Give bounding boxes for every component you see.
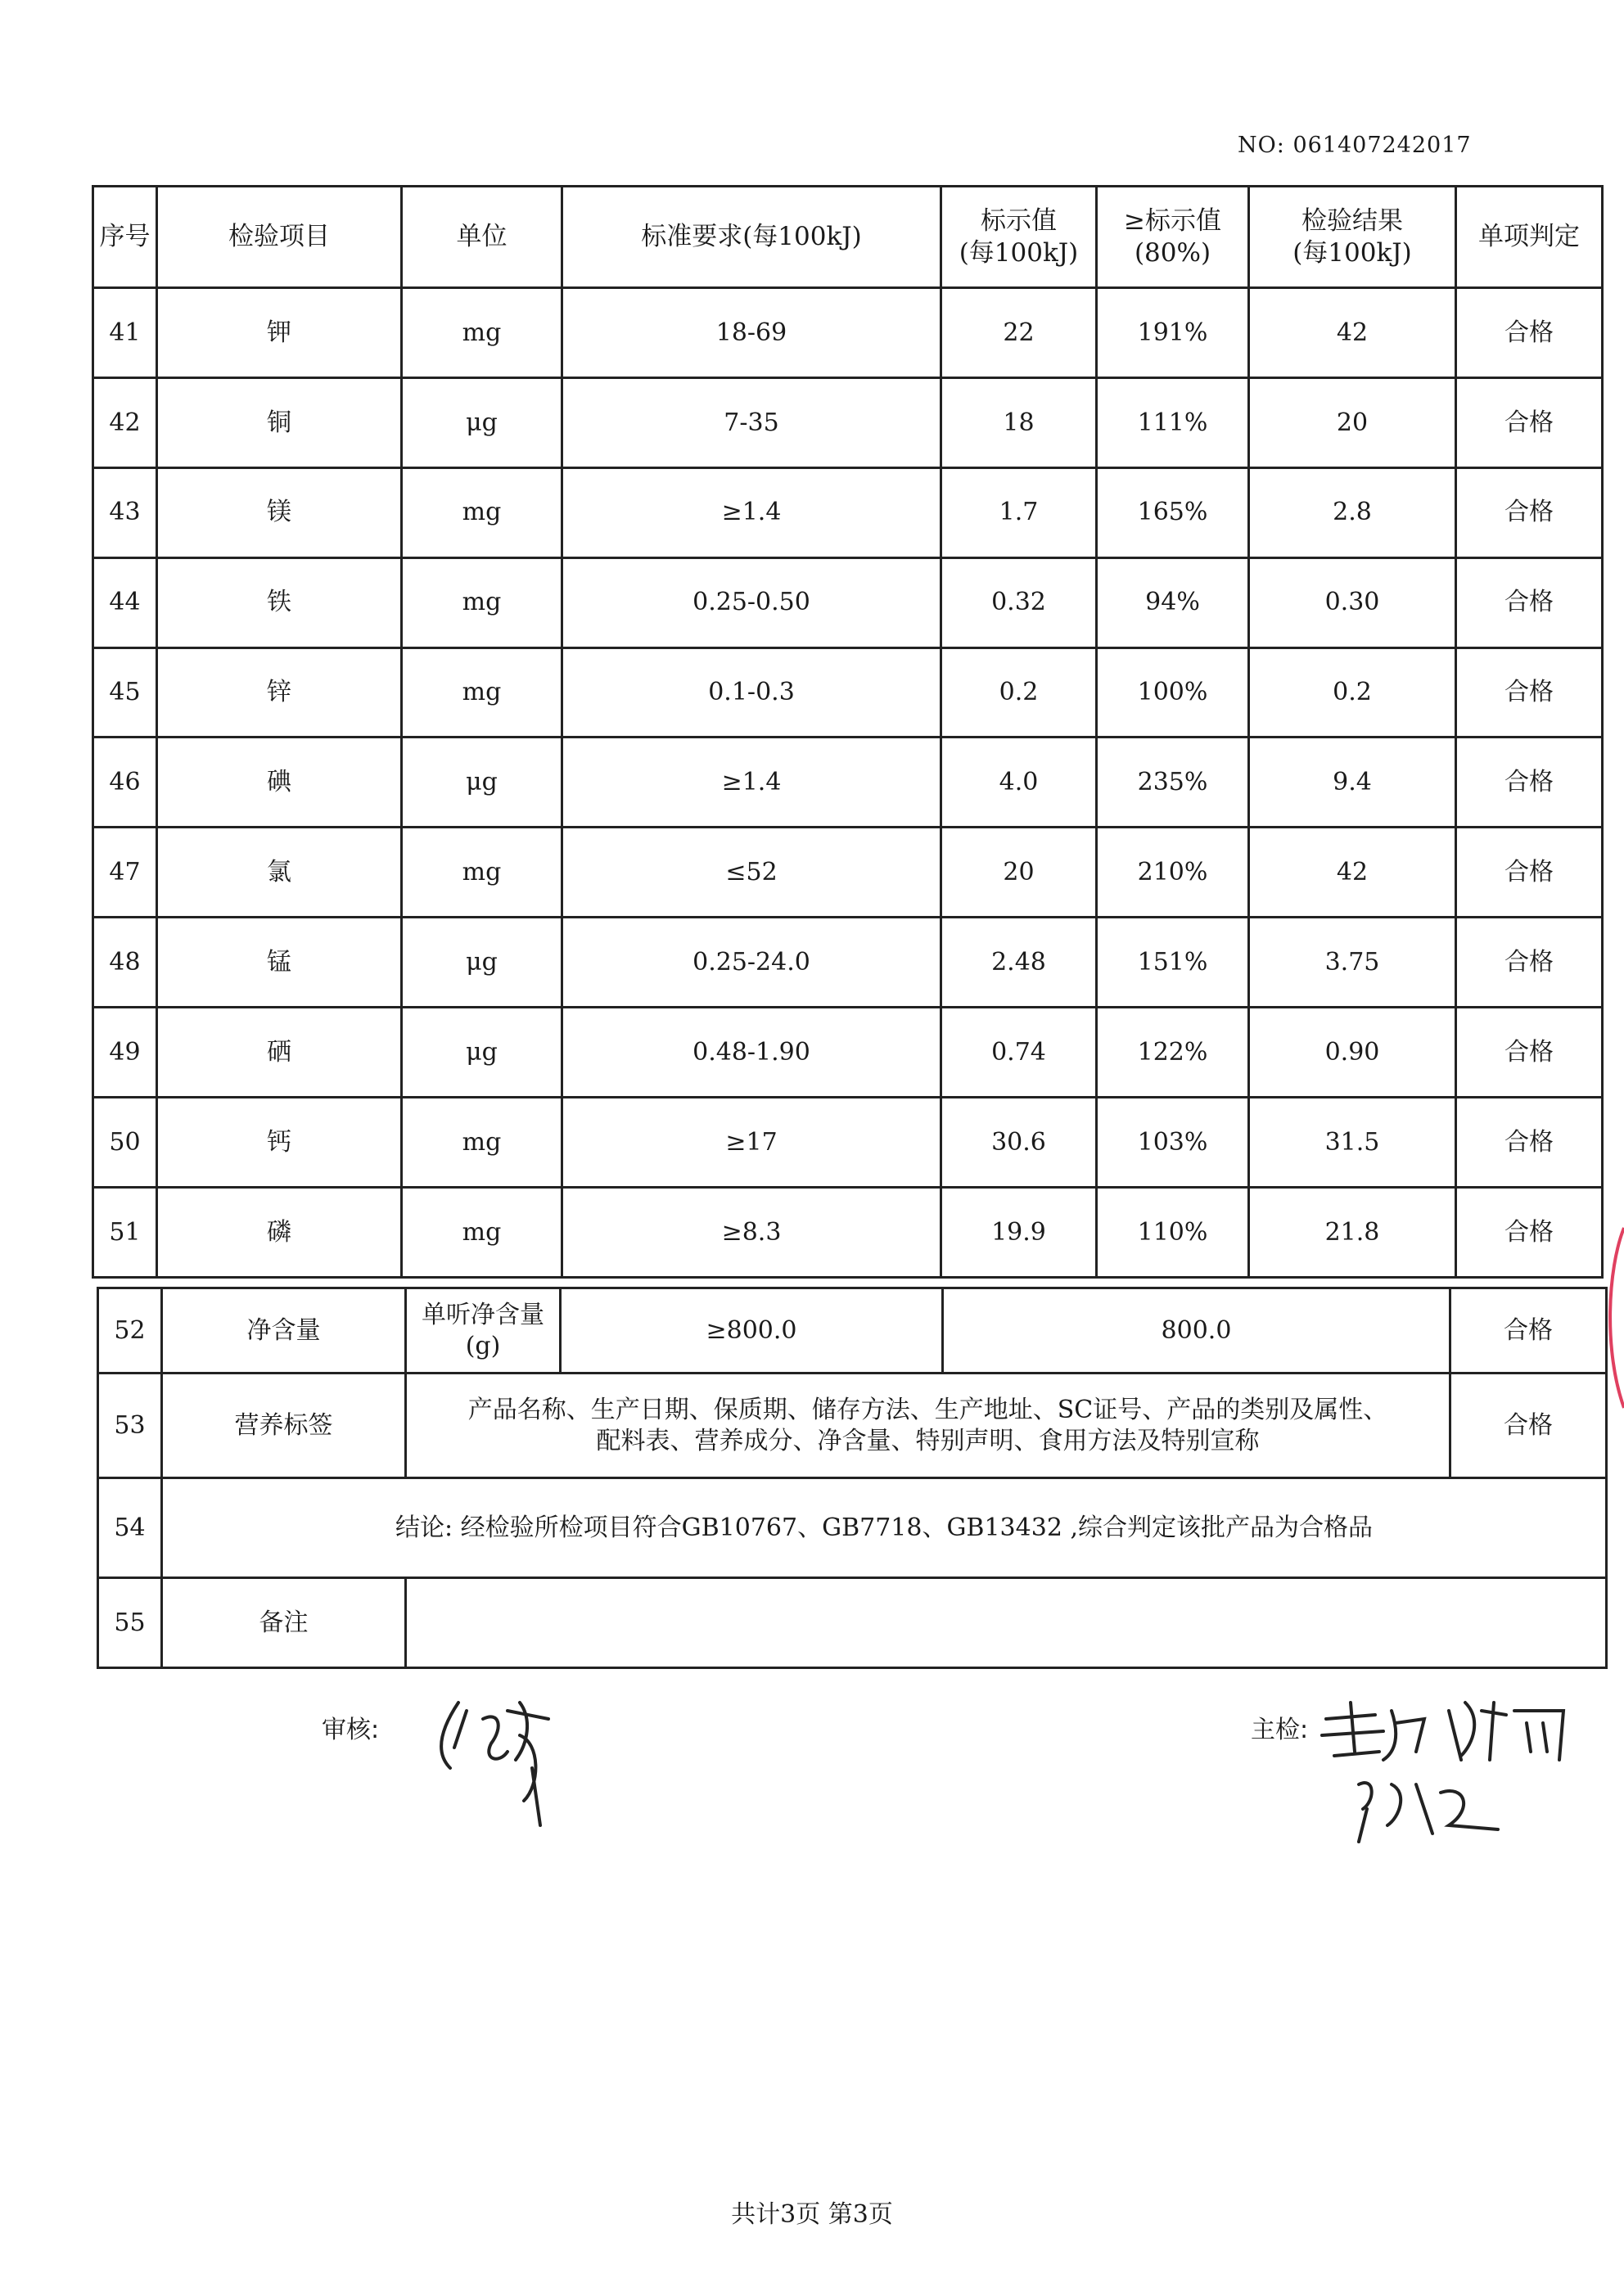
table-row [93, 647, 1603, 738]
net-verdict: 合格 [1450, 1288, 1607, 1374]
row-verdict: 合格 [1456, 1187, 1603, 1277]
row-unit: mg [402, 1187, 562, 1277]
row-seq: 48 [93, 918, 157, 1008]
row-result: 2.8 [1249, 467, 1456, 557]
row-ratio: 151% [1097, 918, 1249, 1008]
header-standard: 标准要求(每100kJ) [562, 187, 941, 288]
row-item: 硒 [157, 1008, 402, 1098]
header-label-value-line2: (每100kJ) [959, 237, 1079, 268]
row-item: 碘 [157, 738, 402, 828]
remarks-seq: 55 [98, 1578, 162, 1668]
net-content-row [98, 1288, 1607, 1374]
report-number: NO: 061407242017 [1238, 133, 1472, 158]
net-standard: ≥800.0 [561, 1288, 943, 1374]
row-unit: mg [402, 647, 562, 738]
row-result: 21.8 [1249, 1187, 1456, 1277]
header-unit: 单位 [402, 187, 562, 288]
row-unit: mg [402, 557, 562, 647]
row-result: 31.5 [1249, 1098, 1456, 1188]
remarks-label: 备注 [162, 1578, 406, 1668]
stamp-edge [1599, 1220, 1624, 1416]
row-standard: 7-35 [562, 377, 941, 467]
row-item: 铁 [157, 557, 402, 647]
row-seq: 45 [93, 647, 157, 738]
row-ratio: 103% [1097, 1098, 1249, 1188]
row-item: 锰 [157, 918, 402, 1008]
row-result: 42 [1249, 828, 1456, 918]
row-label-value: 4.0 [941, 738, 1097, 828]
row-label-value: 20 [941, 828, 1097, 918]
remarks-value [406, 1578, 1607, 1668]
labels-description-line1: 产品名称、生产日期、保质期、储存方法、生产地址、SC证号、产品的类别及属性、 [467, 1396, 1388, 1424]
row-item: 锌 [157, 647, 402, 738]
header-label-value-line1: 标示值 [981, 205, 1057, 236]
net-result: 800.0 [943, 1288, 1450, 1374]
net-unit-line1: 单听净含量 [422, 1301, 544, 1329]
row-standard: ≥1.4 [562, 467, 941, 557]
header-item: 检验项目 [157, 187, 402, 288]
row-verdict: 合格 [1456, 738, 1603, 828]
row-standard: ≥8.3 [562, 1187, 941, 1277]
inspector-label: 主检: [1251, 1716, 1309, 1744]
row-seq: 51 [93, 1187, 157, 1277]
row-item: 钾 [157, 288, 402, 378]
page-footer: 共计3页 第3页 [731, 2200, 893, 2229]
labels-seq: 53 [98, 1374, 162, 1478]
row-label-value: 18 [941, 377, 1097, 467]
row-label-value: 2.48 [941, 918, 1097, 1008]
header-seq: 序号 [93, 187, 157, 288]
net-unit [406, 1288, 561, 1374]
header-ratio [1097, 187, 1249, 288]
labels-verdict: 合格 [1450, 1374, 1607, 1478]
row-item: 氯 [157, 828, 402, 918]
table-row [93, 377, 1603, 467]
row-standard: ≥1.4 [562, 738, 941, 828]
row-unit: mg [402, 1098, 562, 1188]
row-result: 0.90 [1249, 1008, 1456, 1098]
row-verdict: 合格 [1456, 557, 1603, 647]
row-item: 磷 [157, 1187, 402, 1277]
row-verdict: 合格 [1456, 467, 1603, 557]
row-ratio: 94% [1097, 557, 1249, 647]
row-standard: 0.48-1.90 [562, 1008, 941, 1098]
row-unit: mg [402, 467, 562, 557]
row-ratio: 191% [1097, 288, 1249, 378]
row-standard: 0.25-24.0 [562, 918, 941, 1008]
row-ratio: 100% [1097, 647, 1249, 738]
header-verdict: 单项判定 [1456, 187, 1603, 288]
row-seq: 49 [93, 1008, 157, 1098]
net-item: 净含量 [162, 1288, 406, 1374]
row-result: 0.30 [1249, 557, 1456, 647]
table-row [93, 467, 1603, 557]
results-table [92, 185, 1604, 1279]
row-result: 9.4 [1249, 738, 1456, 828]
row-label-value: 0.2 [941, 647, 1097, 738]
row-label-value: 30.6 [941, 1098, 1097, 1188]
row-ratio: 122% [1097, 1008, 1249, 1098]
row-result: 0.2 [1249, 647, 1456, 738]
row-standard: 0.25-0.50 [562, 557, 941, 647]
row-verdict: 合格 [1456, 828, 1603, 918]
row-item: 镁 [157, 467, 402, 557]
row-seq: 47 [93, 828, 157, 918]
header-ratio-line2: (80%) [1134, 237, 1211, 268]
table-row [93, 1187, 1603, 1277]
row-ratio: 110% [1097, 1187, 1249, 1277]
row-item: 钙 [157, 1098, 402, 1188]
table-row [93, 828, 1603, 918]
header-result [1249, 187, 1456, 288]
summary-table [97, 1287, 1608, 1669]
row-label-value: 0.74 [941, 1008, 1097, 1098]
row-ratio: 210% [1097, 828, 1249, 918]
row-standard: ≤52 [562, 828, 941, 918]
labels-description [406, 1374, 1450, 1478]
row-seq: 44 [93, 557, 157, 647]
labels-item: 营养标签 [162, 1374, 406, 1478]
row-unit: mg [402, 288, 562, 378]
header-result-line2: (每100kJ) [1292, 237, 1412, 268]
row-seq: 50 [93, 1098, 157, 1188]
row-verdict: 合格 [1456, 1098, 1603, 1188]
row-verdict: 合格 [1456, 377, 1603, 467]
reviewer-label: 审核: [322, 1716, 380, 1744]
net-seq: 52 [98, 1288, 162, 1374]
row-unit: μg [402, 918, 562, 1008]
row-unit: mg [402, 828, 562, 918]
row-seq: 41 [93, 288, 157, 378]
row-verdict: 合格 [1456, 918, 1603, 1008]
table-row [93, 1008, 1603, 1098]
row-label-value: 22 [941, 288, 1097, 378]
table-row [93, 918, 1603, 1008]
net-unit-line2: (g) [465, 1331, 501, 1360]
row-item: 铜 [157, 377, 402, 467]
row-ratio: 165% [1097, 467, 1249, 557]
row-unit: μg [402, 1008, 562, 1098]
conclusion-text: 结论: 经检验所检项目符合GB10767、GB7718、GB13432 ,综合判定该批产品为合格品 [162, 1478, 1607, 1578]
table-row [93, 288, 1603, 378]
row-verdict: 合格 [1456, 647, 1603, 738]
row-result: 42 [1249, 288, 1456, 378]
row-unit: μg [402, 377, 562, 467]
row-result: 3.75 [1249, 918, 1456, 1008]
row-label-value: 0.32 [941, 557, 1097, 647]
table-row [93, 1098, 1603, 1188]
table-row [93, 738, 1603, 828]
inspector-signatures [1318, 1686, 1580, 1850]
row-seq: 46 [93, 738, 157, 828]
header-ratio-line1: ≥标示值 [1124, 205, 1221, 236]
table-row [93, 557, 1603, 647]
row-label-value: 19.9 [941, 1187, 1097, 1277]
remarks-row [98, 1578, 1607, 1668]
row-standard: 0.1-0.3 [562, 647, 941, 738]
row-result: 20 [1249, 377, 1456, 467]
row-seq: 42 [93, 377, 157, 467]
reviewer-signature [426, 1670, 565, 1834]
row-standard: 18-69 [562, 288, 941, 378]
header-label-value [941, 187, 1097, 288]
row-ratio: 235% [1097, 738, 1249, 828]
row-unit: μg [402, 738, 562, 828]
nutrition-label-row [98, 1374, 1607, 1478]
row-label-value: 1.7 [941, 467, 1097, 557]
conclusion-row [98, 1478, 1607, 1578]
row-ratio: 111% [1097, 377, 1249, 467]
table-header-row [93, 187, 1603, 288]
row-verdict: 合格 [1456, 288, 1603, 378]
conclusion-seq: 54 [98, 1478, 162, 1578]
header-result-line1: 检验结果 [1301, 205, 1403, 236]
row-standard: ≥17 [562, 1098, 941, 1188]
labels-description-line2: 配料表、营养成分、净含量、特别声明、食用方法及特别宣称 [596, 1426, 1260, 1455]
row-seq: 43 [93, 467, 157, 557]
row-verdict: 合格 [1456, 1008, 1603, 1098]
